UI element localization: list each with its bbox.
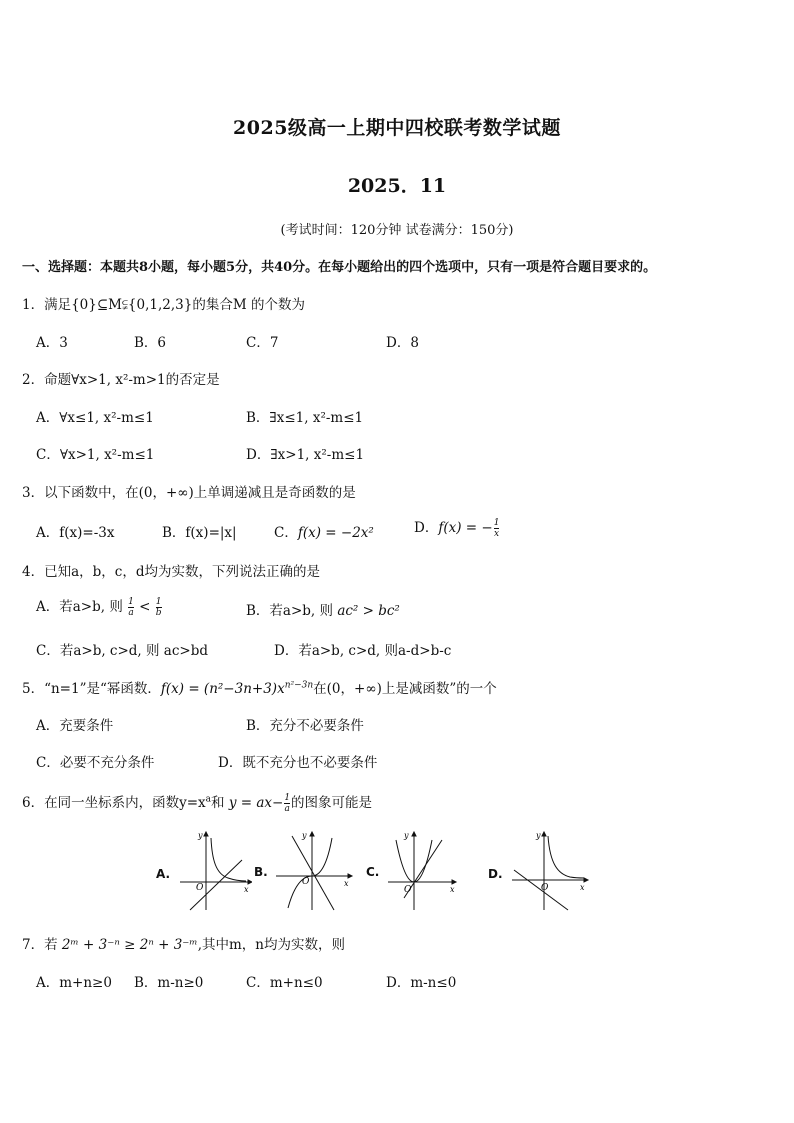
question-4-option-b: [246, 599, 400, 619]
fraction-denominator: b: [155, 608, 162, 618]
question-4-option-d: D．若a>b, c>d, 则a-d>b-c: [274, 643, 452, 659]
exam-info: (考试时间：120分钟 试卷满分：150分): [280, 223, 514, 238]
question-3-option-c: [274, 521, 374, 541]
question-6-stem: [22, 791, 372, 814]
question-2-option-a: A．∀x≤1, x²-m≤1: [36, 410, 154, 426]
question-3-option-c-formula: f(x) = −2x²: [297, 525, 374, 541]
x-axis-label: x: [580, 883, 585, 892]
y-axis-arrow-icon: [204, 832, 208, 836]
section-heading: 一、选择题：本题共8小题，每小题5分，共40分。在每小题给出的四个选项中，只有一项是符合题目要求的。: [22, 260, 657, 275]
question-6-stem-suffix: 的图象可能是: [291, 795, 373, 811]
question-7-stem: [22, 933, 345, 953]
fraction-numerator: 1: [128, 597, 134, 607]
x-axis-arrow-icon: [248, 880, 252, 884]
fraction-denominator: a: [128, 608, 134, 618]
graph-a-label: A.: [156, 867, 171, 881]
graph-a: [176, 830, 252, 914]
question-3-option-a: A．f(x)=-3x: [36, 525, 115, 541]
question-6-stem-mid: 和: [211, 795, 225, 811]
question-4-option-a-prefix: A．若a>b, 则: [36, 599, 123, 615]
y-axis-arrow-icon: [310, 832, 314, 836]
question-5-option-d: D．既不充分也不必要条件: [218, 755, 378, 771]
graph-d: [508, 830, 592, 914]
question-7-formula: 2ᵐ + 3⁻ⁿ ≥ 2ⁿ + 3⁻ᵐ: [61, 937, 198, 953]
question-7-option-d: D．m-n≤0: [386, 975, 457, 991]
question-2-option-d: D．∃x>1, x²-m≤1: [246, 447, 365, 463]
origin-label: O: [196, 883, 204, 893]
fraction-numerator: 1: [493, 518, 500, 528]
origin-label: O: [302, 877, 310, 887]
question-1-option-c: C．7: [246, 335, 279, 351]
graph-c: [384, 830, 460, 914]
graph-c-label: C.: [366, 865, 380, 879]
fraction-1-over-a: [128, 597, 134, 618]
x-axis-label: x: [244, 885, 249, 894]
question-4-option-b-formula: ac² > bc²: [337, 603, 400, 619]
question-4-stem: 4．已知a，b，c，d均为实数，下列说法正确的是: [22, 564, 320, 580]
question-2-option-c: C．∀x>1, x²-m≤1: [36, 447, 155, 463]
page-title: 2025级高一上期中四校联考数学试题: [233, 117, 561, 139]
fraction-denominator: a: [284, 804, 290, 814]
fraction-1-over-a: [284, 793, 290, 814]
y-axis-label: y: [404, 831, 409, 840]
power-curve: [211, 838, 246, 881]
y-axis-arrow-icon: [412, 832, 416, 836]
graph-b: [272, 830, 354, 914]
question-2-stem: 2．命题∀x>1, x²-m>1的否定是: [22, 372, 220, 388]
question-5-option-a: A．充要条件: [36, 718, 114, 734]
question-6-formula: y = ax−: [228, 795, 284, 811]
fraction-denominator: x: [494, 529, 500, 539]
power-curve: [548, 836, 584, 878]
question-3-option-d: [414, 516, 500, 539]
question-1-option-a: A．3: [36, 335, 68, 351]
question-5-option-b: B．充分不必要条件: [246, 718, 364, 734]
question-1-option-d: D．8: [386, 335, 419, 351]
question-7-option-b: B．m-n≥0: [134, 975, 204, 991]
x-axis-arrow-icon: [584, 878, 588, 882]
question-7-stem-suffix: ,其中m，n均为实数，则: [197, 937, 345, 953]
question-3-option-d-prefix: D．: [414, 520, 439, 536]
question-4-option-c: C．若a>b, c>d, 则 ac>bd: [36, 643, 209, 659]
power-curve: [288, 838, 332, 908]
y-axis-arrow-icon: [542, 832, 546, 836]
question-7-option-a: A．m+n≥0: [36, 975, 112, 991]
x-axis-label: x: [344, 879, 349, 888]
y-axis-label: y: [536, 831, 541, 840]
question-5-formula: f(x) = (n²−3n+3)x: [160, 681, 285, 697]
question-7-option-c: C．m+n≤0: [246, 975, 323, 991]
fraction-numerator: 1: [155, 597, 162, 607]
question-6-exponent: a: [205, 794, 212, 805]
fraction-numerator: 1: [284, 793, 291, 803]
question-1-option-b: B．6: [134, 335, 167, 351]
x-axis-arrow-icon: [348, 874, 352, 878]
question-2-option-b: B．∃x≤1, x²-m≤1: [246, 410, 364, 426]
question-5-stem: [22, 677, 497, 697]
question-5-exponent: n²−3n: [284, 680, 314, 691]
graph-b-label: B.: [254, 865, 268, 879]
question-3-option-c-prefix: C．: [274, 525, 298, 541]
origin-label: O: [541, 883, 549, 893]
linear-line: [292, 836, 334, 910]
question-1-stem: 1．满足{0}⊆M⫋{0,1,2,3}的集合M 的个数为: [22, 297, 305, 313]
graph-d-label: D.: [488, 867, 503, 881]
question-5-option-c: C．必要不充分条件: [36, 755, 155, 771]
x-axis-label: x: [450, 885, 455, 894]
question-7-stem-prefix: 7．若: [22, 937, 58, 953]
fraction-1-over-b: [156, 597, 162, 618]
question-3-stem: 3．以下函数中，在(0，+∞)上单调递减且是奇函数的是: [22, 485, 356, 501]
question-5-stem-prefix: 5．“n=1”是“幂函数．: [22, 681, 161, 697]
origin-label: O: [404, 885, 412, 895]
question-4-option-a: [36, 595, 163, 618]
question-4-option-b-prefix: B．若a>b, 则: [246, 603, 334, 619]
less-than-sign: <: [139, 599, 151, 615]
question-3-option-d-formula: f(x) = −: [438, 520, 493, 536]
question-3-option-b: B．f(x)=|x|: [162, 525, 237, 541]
question-6-stem-prefix: 6．在同一坐标系内，函数y=x: [22, 795, 206, 811]
y-axis-label: y: [302, 831, 307, 840]
exam-date: 2025．11: [347, 175, 447, 197]
y-axis-label: y: [198, 831, 203, 840]
question-3-option-d-fraction: [494, 518, 500, 539]
x-axis-arrow-icon: [452, 880, 456, 884]
question-5-stem-suffix: 在(0，+∞)上是减函数”的一个: [313, 681, 497, 697]
